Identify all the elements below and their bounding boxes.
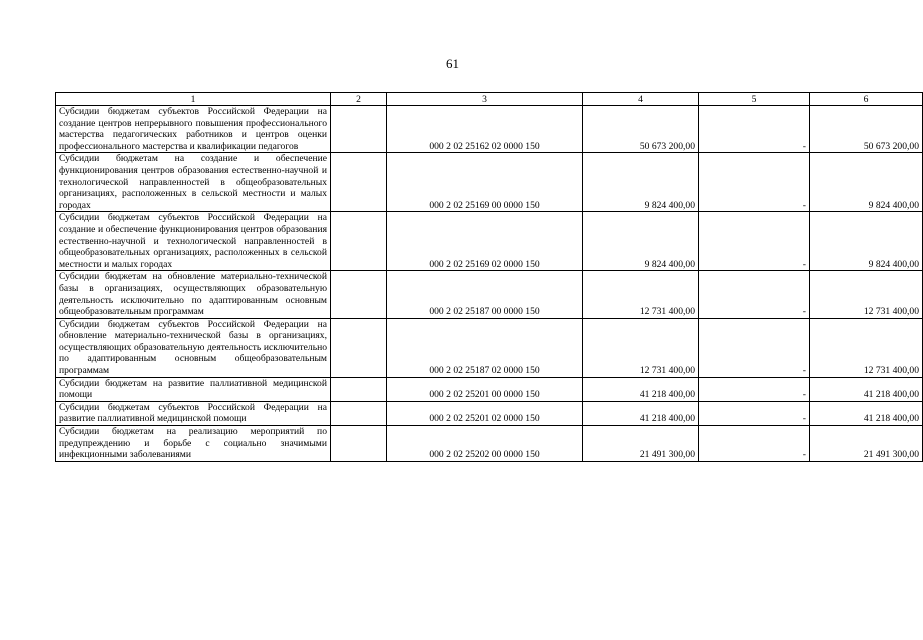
row-name: Субсидии бюджетам субъектов Российской Федерации на создание и обеспечение функционирования центров образования естественно-научной и технологической направленностей в общеобразовательных организациях, расположенных в сельской местности и малых городах <box>56 212 331 271</box>
row-col5: - <box>699 153 810 212</box>
row-total: 21 491 300,00 <box>810 426 923 462</box>
row-col5: - <box>699 426 810 462</box>
table-row <box>56 271 923 318</box>
row-col5: - <box>699 212 810 271</box>
header-col-4: 4 <box>583 93 699 106</box>
header-col-3: 3 <box>387 93 583 106</box>
row-col2 <box>331 106 387 153</box>
row-code: 000 2 02 25162 02 0000 150 <box>387 106 583 153</box>
row-col2 <box>331 377 387 401</box>
header-col-2: 2 <box>331 93 387 106</box>
table-row <box>56 318 923 377</box>
header-row <box>56 93 923 106</box>
row-amount: 9 824 400,00 <box>583 153 699 212</box>
row-code: 000 2 02 25187 00 0000 150 <box>387 271 583 318</box>
row-col2 <box>331 153 387 212</box>
row-total: 9 824 400,00 <box>810 212 923 271</box>
row-code: 000 2 02 25169 02 0000 150 <box>387 212 583 271</box>
header-col-5: 5 <box>699 93 810 106</box>
row-col2 <box>331 401 387 425</box>
row-name: Субсидии бюджетам субъектов Российской Федерации на развитие паллиативной медицинской помощи <box>56 401 331 425</box>
row-amount: 41 218 400,00 <box>583 401 699 425</box>
table-row <box>56 401 923 425</box>
row-col2 <box>331 271 387 318</box>
row-total: 12 731 400,00 <box>810 271 923 318</box>
budget-table <box>55 92 923 462</box>
row-col2 <box>331 212 387 271</box>
row-total: 12 731 400,00 <box>810 318 923 377</box>
row-amount: 12 731 400,00 <box>583 271 699 318</box>
row-col5: - <box>699 106 810 153</box>
row-col5: - <box>699 318 810 377</box>
row-name: Субсидии бюджетам субъектов Российской Федерации на обновление материально-технической базы в организациях, осуществляющих образовательную деятельность исключительно по адаптированным основным общеобразовательным программам <box>56 318 331 377</box>
row-col5: - <box>699 271 810 318</box>
row-code: 000 2 02 25202 00 0000 150 <box>387 426 583 462</box>
row-name: Субсидии бюджетам на реализацию мероприятий по предупреждению и борьбе с социально значимыми инфекционными заболеваниями <box>56 426 331 462</box>
row-code: 000 2 02 25169 00 0000 150 <box>387 153 583 212</box>
row-code: 000 2 02 25201 02 0000 150 <box>387 401 583 425</box>
row-name: Субсидии бюджетам субъектов Российской Федерации на создание центров непрерывного повышения профессионального мастерства педагогических работников и центров оценки профессионального мастерства и квалификации педагогов <box>56 106 331 153</box>
table-row <box>56 106 923 153</box>
row-total: 50 673 200,00 <box>810 106 923 153</box>
row-total: 41 218 400,00 <box>810 377 923 401</box>
table-row <box>56 153 923 212</box>
table-row <box>56 426 923 462</box>
row-total: 9 824 400,00 <box>810 153 923 212</box>
row-name: Субсидии бюджетам на создание и обеспечение функционирования центров образования естественно-научной и технологической направленностей в общеобразовательных организациях, расположенных в сельской местности и малых городах <box>56 153 331 212</box>
row-code: 000 2 02 25187 02 0000 150 <box>387 318 583 377</box>
page-number: 61 <box>446 56 459 71</box>
table-row <box>56 212 923 271</box>
row-col2 <box>331 426 387 462</box>
header-col-6: 6 <box>810 93 923 106</box>
row-total: 41 218 400,00 <box>810 401 923 425</box>
row-col2 <box>331 318 387 377</box>
header-col-1: 1 <box>56 93 331 106</box>
row-name: Субсидии бюджетам на обновление материально-технической базы в организациях, осуществляющих образовательную деятельность исключительно по адаптированным основным общеобразовательным программам <box>56 271 331 318</box>
row-col5: - <box>699 377 810 401</box>
row-amount: 12 731 400,00 <box>583 318 699 377</box>
row-col5: - <box>699 401 810 425</box>
row-amount: 41 218 400,00 <box>583 377 699 401</box>
row-name: Субсидии бюджетам на развитие паллиативной медицинской помощи <box>56 377 331 401</box>
row-amount: 50 673 200,00 <box>583 106 699 153</box>
row-code: 000 2 02 25201 00 0000 150 <box>387 377 583 401</box>
row-amount: 9 824 400,00 <box>583 212 699 271</box>
row-amount: 21 491 300,00 <box>583 426 699 462</box>
table-row <box>56 377 923 401</box>
